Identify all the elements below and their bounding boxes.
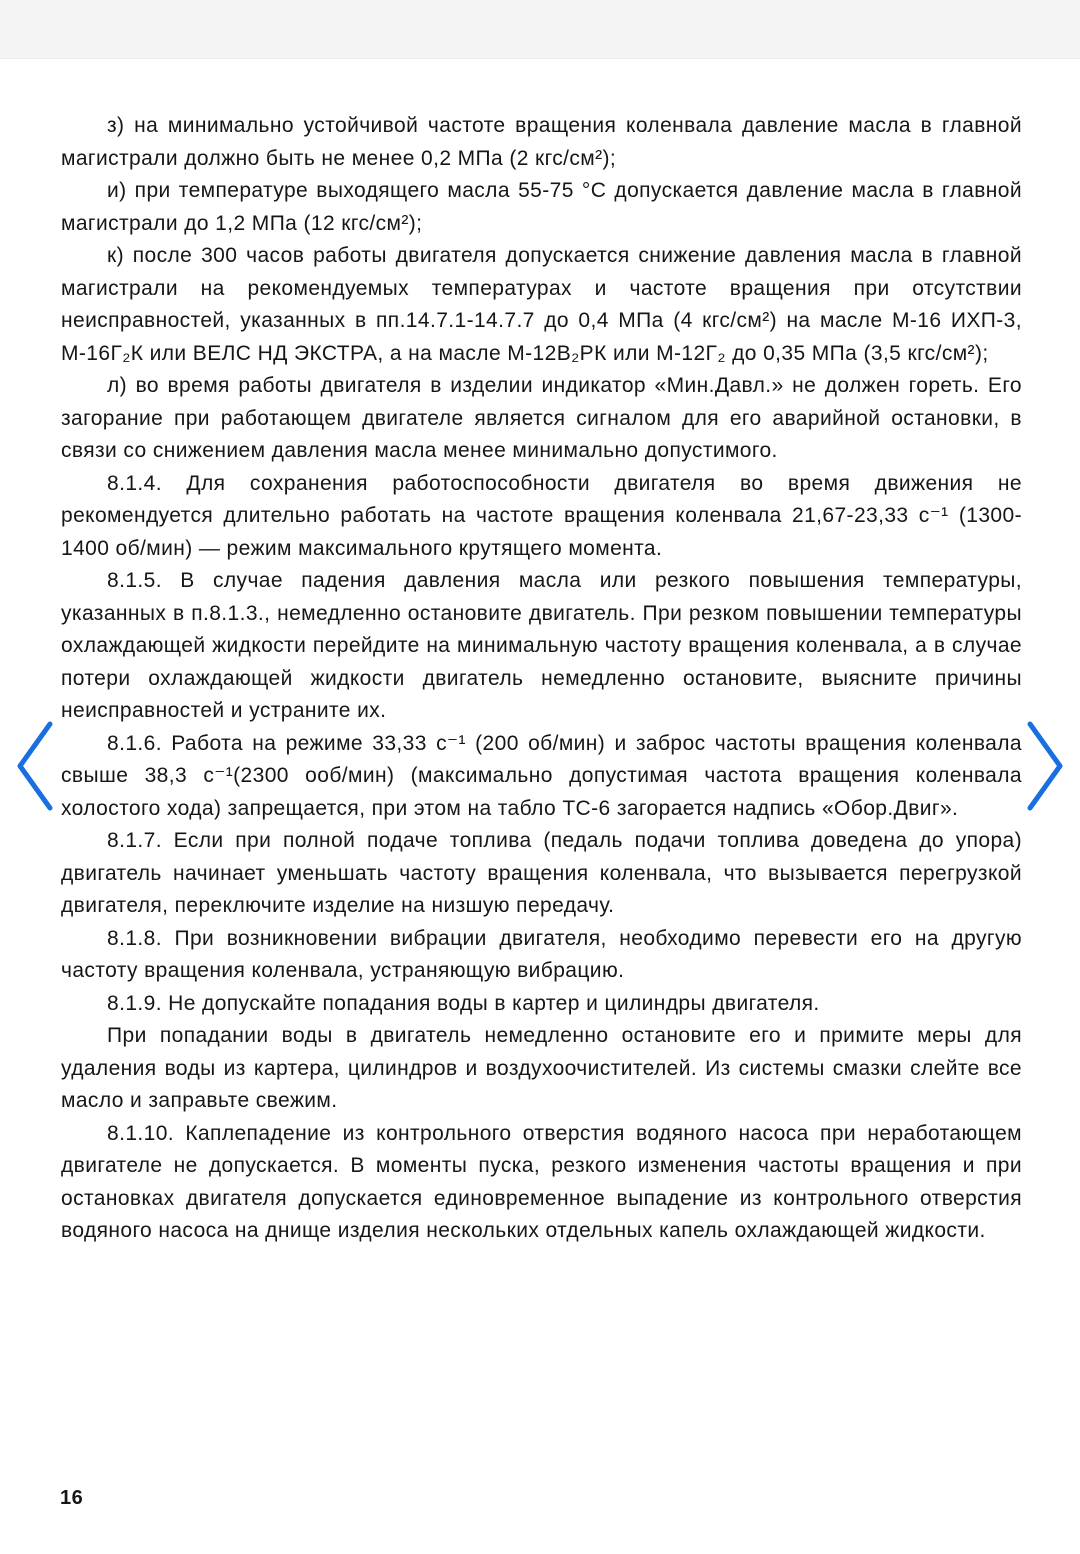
paragraph-8-1-4: 8.1.4. Для сохранения работоспособности двигателя во время движения не рекомендуется длительно работать на частоте вращения коленвала 21,67-23,33 с⁻¹ (1300-1400 об/мин) — режим максимального крутящего момента. bbox=[61, 471, 1022, 560]
paragraph-z: з) на минимально устойчивой частоте вращения коленвала давление масла в главной магистрали должно быть не менее 0,2 МПа (2 кгс/см²); bbox=[61, 114, 1022, 170]
paragraph-l: л) во время работы двигателя в изделии индикатор «Мин.Давл.» не должен гореть. Его загорание при работающем двигателе является сигналом для его аварийной остановки, в связи со снижением давления масла менее минимально допустимого. bbox=[61, 374, 1022, 462]
next-page-button[interactable] bbox=[1024, 718, 1068, 814]
paragraph-8-1-9-cont: При попадании воды в двигатель немедленно остановите его и примите меры для удаления воды из картера, цилиндров и воздухоочистителей. Из системы смазки слейте все масло и заправьте свежим. bbox=[61, 1024, 1022, 1112]
paragraph-8-1-6: 8.1.6. Работа на режиме 33,33 с⁻¹ (200 об/мин) и заброс частоты вращения коленвала свыше 38,3 с⁻¹(2300 ооб/мин) (максимально допустимая частота вращения коленвала холостого хода) запрещается, при этом на табло ТС-6 загорается надпись «Обор.Двиг». bbox=[61, 731, 1022, 820]
paragraph-8-1-7: 8.1.7. Если при полной подаче топлива (педаль подачи топлива доведена до упора) двигатель начинает уменьшать частоту вращения коленвала, что вызывается перегрузкой двигателя, переключите изделие на низшую передачу. bbox=[61, 829, 1022, 917]
paragraph-8-1-5: 8.1.5. В случае падения давления масла или резкого повышения температуры, указанных в п.8.1.3., немедленно остановите двигатель. При резком повышении температуры охлаждающей жидкости перейдите на минимальную частоту вращения коленвала, а в случае потери охлаждающей жидкости двигатель немедленно остановите, выясните причины неисправностей и устраните их. bbox=[61, 569, 1022, 722]
paragraph-8-1-10: 8.1.10. Каплепадение из контрольного отверстия водяного насоса при неработающем двигателе не допускается. В моменты пуска, резкого изменения частоты вращения и при остановках двигателя допускается единовременное выпадение из контрольного отверстия водяного насоса на днище изделия нескольких отдельных капель охлаждающей жидкости. bbox=[61, 1121, 1022, 1242]
paragraph-8-1-9: 8.1.9. Не допускайте попадания воды в картер и цилиндры двигателя. bbox=[107, 991, 820, 1015]
paragraph-8-1-8: 8.1.8. При возникновении вибрации двигателя, необходимо перевести его на другую частоту вращения коленвала, устраняющую вибрацию. bbox=[61, 926, 1022, 982]
previous-page-button[interactable] bbox=[12, 718, 56, 814]
viewer-toolbar bbox=[0, 0, 1080, 59]
paragraph-k: к) после 300 часов работы двигателя допускается снижение давления масла в главной магистрали на рекомендуемых температурах и частоте вращения при отсутствии неисправностей, указанных в пп.14.7.1-14.7.7 до 0,4 МПа (4 кгс/см²) на масле М-16 ИХП-3, М-16Г₂К или ВЕЛС НД ЭКСТРА, а на масле М-12В₂РК или М-12Г₂ до 0,35 МПа (3,5 кгс/см²); bbox=[61, 244, 1022, 365]
page-number: 16 bbox=[60, 1487, 84, 1509]
paragraph-i: и) при температуре выходящего масла 55-75 °С допускается давление масла в главной магистрали до 1,2 МПа (12 кгс/см²); bbox=[61, 179, 1022, 235]
document-page bbox=[61, 110, 1022, 1248]
chevron-left-icon bbox=[12, 718, 56, 814]
chevron-right-icon bbox=[1024, 718, 1068, 814]
